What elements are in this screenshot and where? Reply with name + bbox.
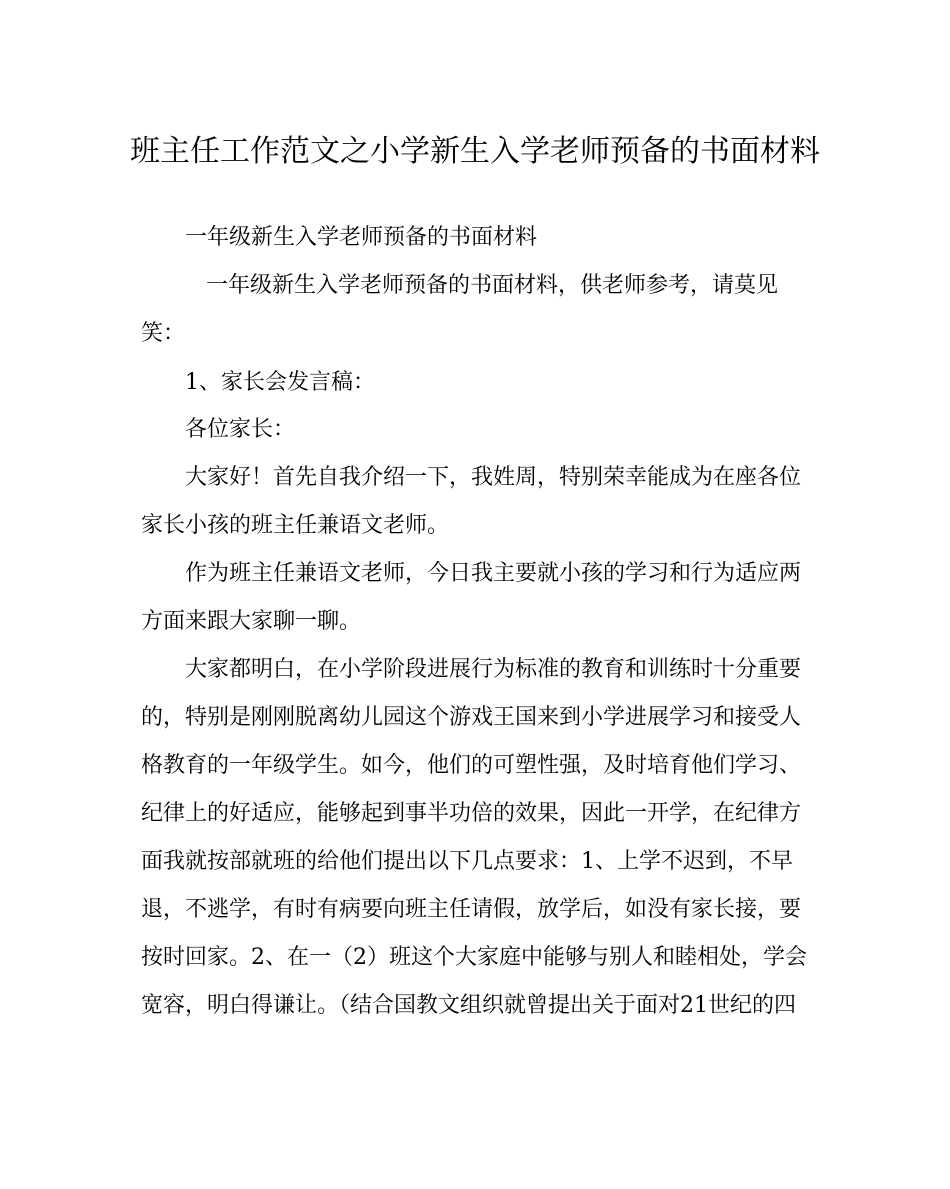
paragraph-line: 大家好！首先自我介绍一下，我姓周，特别荣幸能成为在座各位: [185, 465, 802, 490]
paragraph-line: 作为班主任兼语文老师，今日我主要就小孩的学习和行为适应两: [185, 561, 802, 586]
paragraph-line: 家长小孩的班主任兼语文老师。: [141, 513, 450, 538]
paragraph-line: 大家都明白，在小学阶段进展行为标准的教育和训练时十分重要: [185, 657, 802, 682]
paragraph-line: 面我就按部就班的给他们提出以下几点要求：1、上学不迟到，不早: [141, 849, 793, 874]
paragraph-line: 宽容，明白得谦让。（结合国教文组织就曾提出关于面对21世纪的四: [141, 993, 796, 1018]
document-title: 班主任工作范文之小学新生入学老师预备的书面材料: [130, 134, 820, 169]
subtitle-line: 一年级新生入学老师预备的书面材料: [185, 225, 538, 250]
paragraph-line: 一年级新生入学老师预备的书面材料，供老师参考，请莫见: [206, 273, 779, 298]
paragraph-line: 退，不逃学，有时有病要向班主任请假，放学后，如没有家长接，要: [141, 897, 802, 922]
paragraph-line: 格教育的一年级学生。如今，他们的可塑性强，及时培育他们学习、: [141, 753, 802, 778]
paragraph-line: 笑：: [141, 321, 186, 346]
paragraph-line: 1、家长会发言稿：: [185, 370, 375, 395]
paragraph-line: 的，特别是刚刚脱离幼儿园这个游戏王国来到小学进展学习和接受人: [141, 705, 802, 730]
paragraph-line: 纪律上的好适应，能够起到事半功倍的效果，因此一开学，在纪律方: [141, 801, 802, 826]
paragraph-line: 按时回家。2、在一（2）班这个大家庭中能够与别人和睦相处，学会: [141, 945, 807, 970]
paragraph-line: 方面来跟大家聊一聊。: [141, 609, 362, 634]
paragraph-line: 各位家长：: [185, 417, 296, 442]
